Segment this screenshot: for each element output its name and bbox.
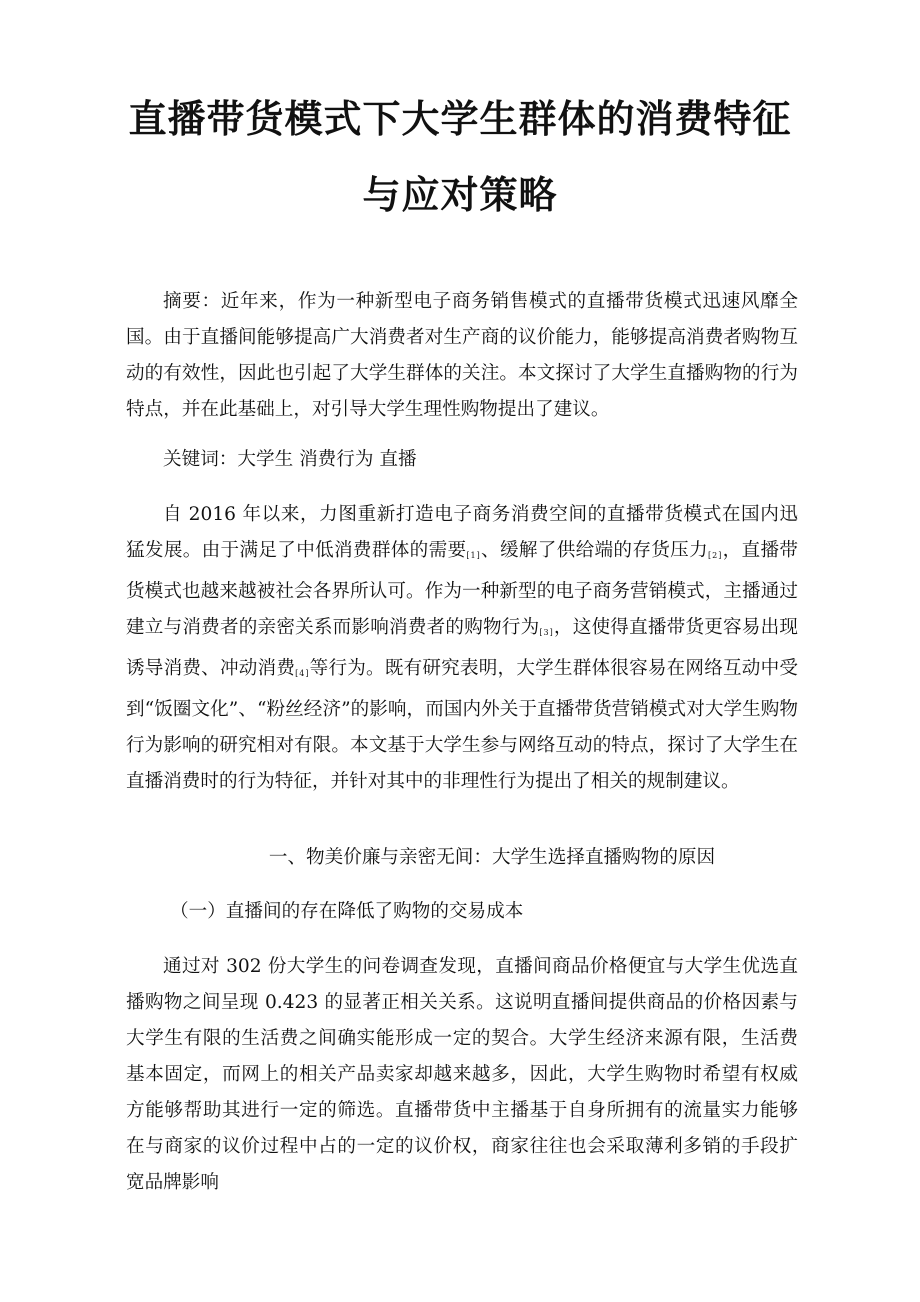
abstract-paragraph: 摘要：近年来，作为一种新型电子商务销售模式的直播带货模式迅速风靡全国。由于直播间能够提高广大消费者对生产商的议价能力，能够提高消费者购物互动的有效性，因此也引起了大学生群体的关注。本文探讨了大学生直播购物的行为特点，并在此基础上，对引导大学生理性购物提出了建议。 xyxy=(126,291,798,420)
section-1-paragraph: 通过对 302 份大学生的问卷调查发现，直播间商品价格便宜与大学生优选直 播购物之间呈现 0.423 的显著正相关关系。这说明直播间提供商品的价格因素与 大学生有限的生活费之间确实能形成一定的契合。大学生经济来源有限，生活费 基本固定，而网上的相关产品卖家却越来越多，因此，大学生购物时希望有权威 方能够帮助其进行一定的筛选。直播带货中主播基于自身所拥有的流量实力能够 在与商家的议价过程中占的一定的议价权，商家往往也会采取薄利多销的手段扩 宽品牌影响 xyxy=(126,956,798,1193)
citation-ref-2: [2] xyxy=(707,551,723,560)
document-title-line-1: 直播带货模式下大学生群体的消费特征 xyxy=(128,97,792,141)
section-1-heading: 一、物美价廉与亲密无间：大学生选择直播购物的原因 xyxy=(268,847,716,868)
citation-ref-1: [1] xyxy=(466,551,481,560)
citation-ref-4: [4] xyxy=(295,669,310,678)
intro-text-1: 自 2016 年以来，力图重新打造电子商务消费空间的直播带货模式在国内迅猛发展。由于满足了中低消费群体的需要 xyxy=(126,504,798,561)
intro-text-3: ，直播带货模式也越来越被社会各界所认可。作为一种新型的电子商务营销模式，主播通过建立与消费者的亲密关系而影响消费者的购物行为 xyxy=(126,540,798,638)
intro-text-4: ，这使得直播带货更容易出现诱导消费、冲动消费 xyxy=(126,617,798,679)
intro-paragraph xyxy=(126,497,798,800)
intro-text-5: 等行为。既有研究表明，大学生群体很容易在网络互动中受到“饭圈文化”、“粉丝经济”的影响，而国内外关于直播带货营销模式对大学生购物行为影响的研究相对有限。本文基于大学生参与网络互动的特点，探讨了大学生在直播消费时的行为特征，并针对其中的非理性行为提出了相关的规制建议。 xyxy=(126,658,798,792)
intro-text-2: 、缓解了供给端的存货压力 xyxy=(480,540,708,561)
subsection-1-heading: （一）直播间的存在降低了购物的交易成本 xyxy=(170,901,524,922)
document-title-line-2: 与应对策略 xyxy=(362,173,558,217)
citation-ref-3: [3] xyxy=(539,628,554,637)
keywords-line: 关键词：大学生 消费行为 直播 xyxy=(163,449,417,470)
